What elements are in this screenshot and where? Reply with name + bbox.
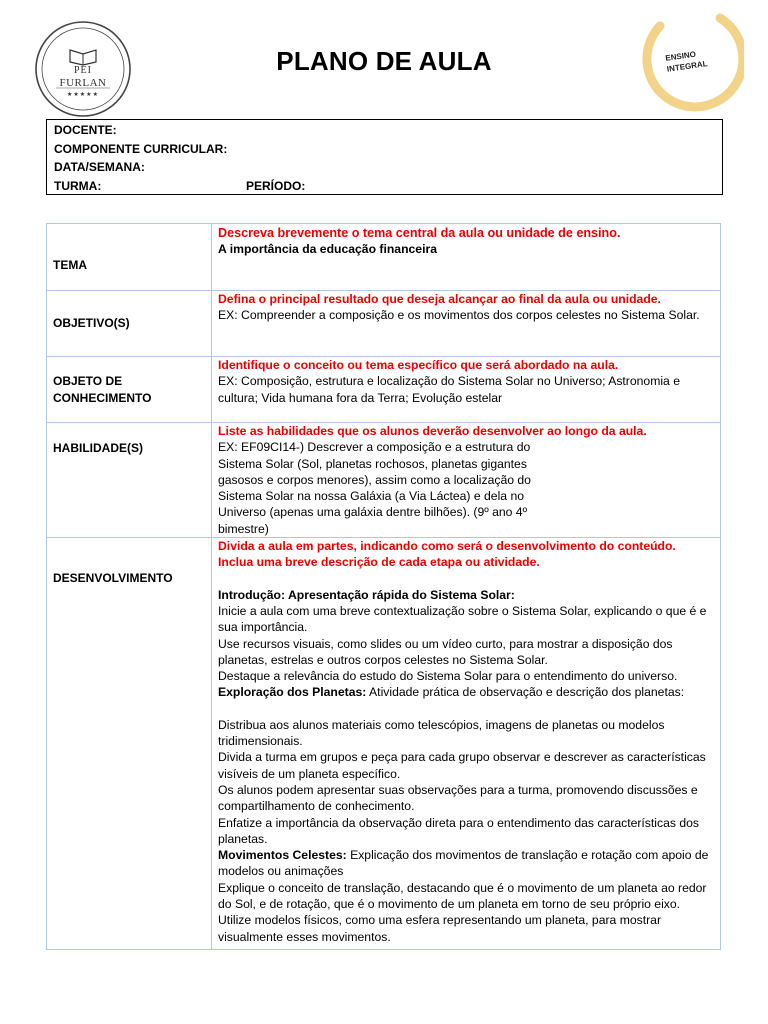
exploracao-paragraph: Enfatize a importância da observação direta para o entendimento das características dos planetas.	[218, 815, 700, 846]
objetivos-cell	[212, 291, 721, 357]
movimentos-text: Explicação dos movimentos de translação e rotação com apoio de modelos ou animações	[218, 848, 709, 879]
habilidades-line: Sistema Solar (Sol, planetas rochosos, planetas gigantes	[218, 456, 527, 471]
habilidades-cell	[212, 423, 721, 538]
intro-title: Introdução: Apresentação rápida do Sistema Solar:	[218, 587, 515, 602]
habilidades-line: EX: EF09CI14-) Descrever a composição e a estrutura do	[218, 440, 531, 455]
habilidades-instruction: Liste as habilidades que os alunos deverão desenvolver ao longo da aula.	[218, 424, 647, 438]
movimentos-paragraph: Explique o conceito de translação, destacando que é o movimento de um planeta ao redor do Sol, e de rotação, que é o movimento de um planeta em torno de seu próprio eixo.	[218, 880, 707, 912]
exploracao-paragraph: Os alunos podem apresentar suas observações para a turma, promovendo discussões e compartilhamento de conhecimento.	[218, 782, 698, 814]
tema-content: A importância da educação financeira	[218, 242, 437, 257]
habilidades-line: Sistema Solar na nossa Galáxia (a Via Láctea) e dela no	[218, 489, 524, 504]
habilidades-line: bimestre)	[218, 521, 269, 536]
intro-paragraph: Inicie a aula com uma breve contextualização sobre o Sistema Solar, explicando o que é e sua importância.	[218, 603, 707, 635]
habilidades-line: Universo (apenas uma galáxia dentre bilhões). (9º ano 4º	[218, 505, 528, 520]
habilidades-label: HABILIDADE(S)	[47, 423, 212, 538]
habilidades-row	[47, 423, 721, 538]
objeto-label: OBJETO DE CONHECIMENTO	[47, 357, 212, 423]
exploracao-paragraph: Divida a turma em grupos e peça para cada grupo observar e descrever as características visíveis de um planeta específico.	[218, 750, 706, 781]
exploracao-text: Atividade prática de observação e descrição dos planetas:	[366, 685, 685, 700]
desenvolvimento-label: DESENVOLVIMENTO	[47, 538, 212, 950]
exploracao-paragraph: Distribua aos alunos materiais como telescópios, imagens de planetas ou modelos tridimensionais.	[218, 717, 665, 749]
turma-periodo-row	[54, 177, 715, 196]
docente-label: DOCENTE:	[54, 123, 117, 137]
tema-cell	[212, 224, 721, 291]
periodo-label: PERÍODO:	[246, 178, 306, 193]
header-info-box	[46, 119, 723, 195]
data-semana-label: DATA/SEMANA:	[54, 160, 145, 174]
desenvolvimento-row	[47, 538, 721, 950]
objetivos-content: EX: Compreender a composição e os movimentos dos corpos celestes no Sistema Solar.	[218, 308, 700, 323]
objetivos-row	[47, 291, 721, 357]
logo-left-line2: FURLAN	[59, 77, 107, 89]
objeto-content: EX: Composição, estrutura e localização do Sistema Solar no Universo; Astronomia e cultura; Vida humana fora da Terra; Evolução estelar	[218, 374, 680, 405]
page-title: PLANO DE AULA	[276, 46, 492, 76]
objeto-instruction: Identifique o conceito ou tema específico que será abordado na aula.	[218, 358, 619, 372]
exploracao-title: Exploração dos Planetas:	[218, 685, 367, 700]
habilidades-line: gasosos e corpos menores), assim como a localização do	[218, 472, 531, 487]
tema-instruction: Descreva brevemente o tema central da aula ou unidade de ensino.	[218, 226, 621, 240]
objeto-row	[47, 357, 721, 423]
objetivos-instruction: Defina o principal resultado que deseja alcançar ao final da aula ou unidade.	[218, 292, 661, 306]
objetivos-label: OBJETIVO(S)	[47, 291, 212, 357]
logo-left-line1: PEI	[74, 65, 92, 76]
objeto-cell	[212, 357, 721, 423]
logo-left-stars: ★★★★★	[67, 92, 99, 98]
desenvolvimento-instruction-1: Divida a aula em partes, indicando como será o desenvolvimento do conteúdo.	[218, 539, 676, 554]
ensino-integral-logo	[640, 10, 744, 114]
movimentos-paragraph: Utilize modelos físicos, como uma esfera representando um planeta, para mostrar visualmente esses movimentos.	[218, 913, 662, 944]
desenvolvimento-instruction-2: Inclua uma breve descrição de cada etapa ou atividade.	[218, 555, 540, 570]
tema-label: TEMA	[47, 224, 212, 291]
componente-label: COMPONENTE CURRICULAR:	[54, 141, 228, 156]
tema-row	[47, 224, 721, 291]
exploracao-heading	[218, 684, 714, 700]
desenvolvimento-cell	[212, 538, 721, 950]
intro-paragraph: Use recursos visuais, como slides ou um vídeo curto, para mostrar a disposição dos planetas, estrelas e outros corpos celestes no Sistema Solar.	[218, 636, 673, 667]
intro-paragraph: Destaque a relevância do estudo do Sistema Solar para o entendimento do universo.	[218, 669, 678, 684]
movimentos-title: Movimentos Celestes:	[218, 848, 347, 863]
movimentos-heading	[218, 847, 714, 880]
plan-table	[46, 223, 721, 950]
logo-right-text: ENSINO INTEGRAL	[664, 49, 709, 74]
turma-label: TURMA:	[54, 178, 102, 193]
